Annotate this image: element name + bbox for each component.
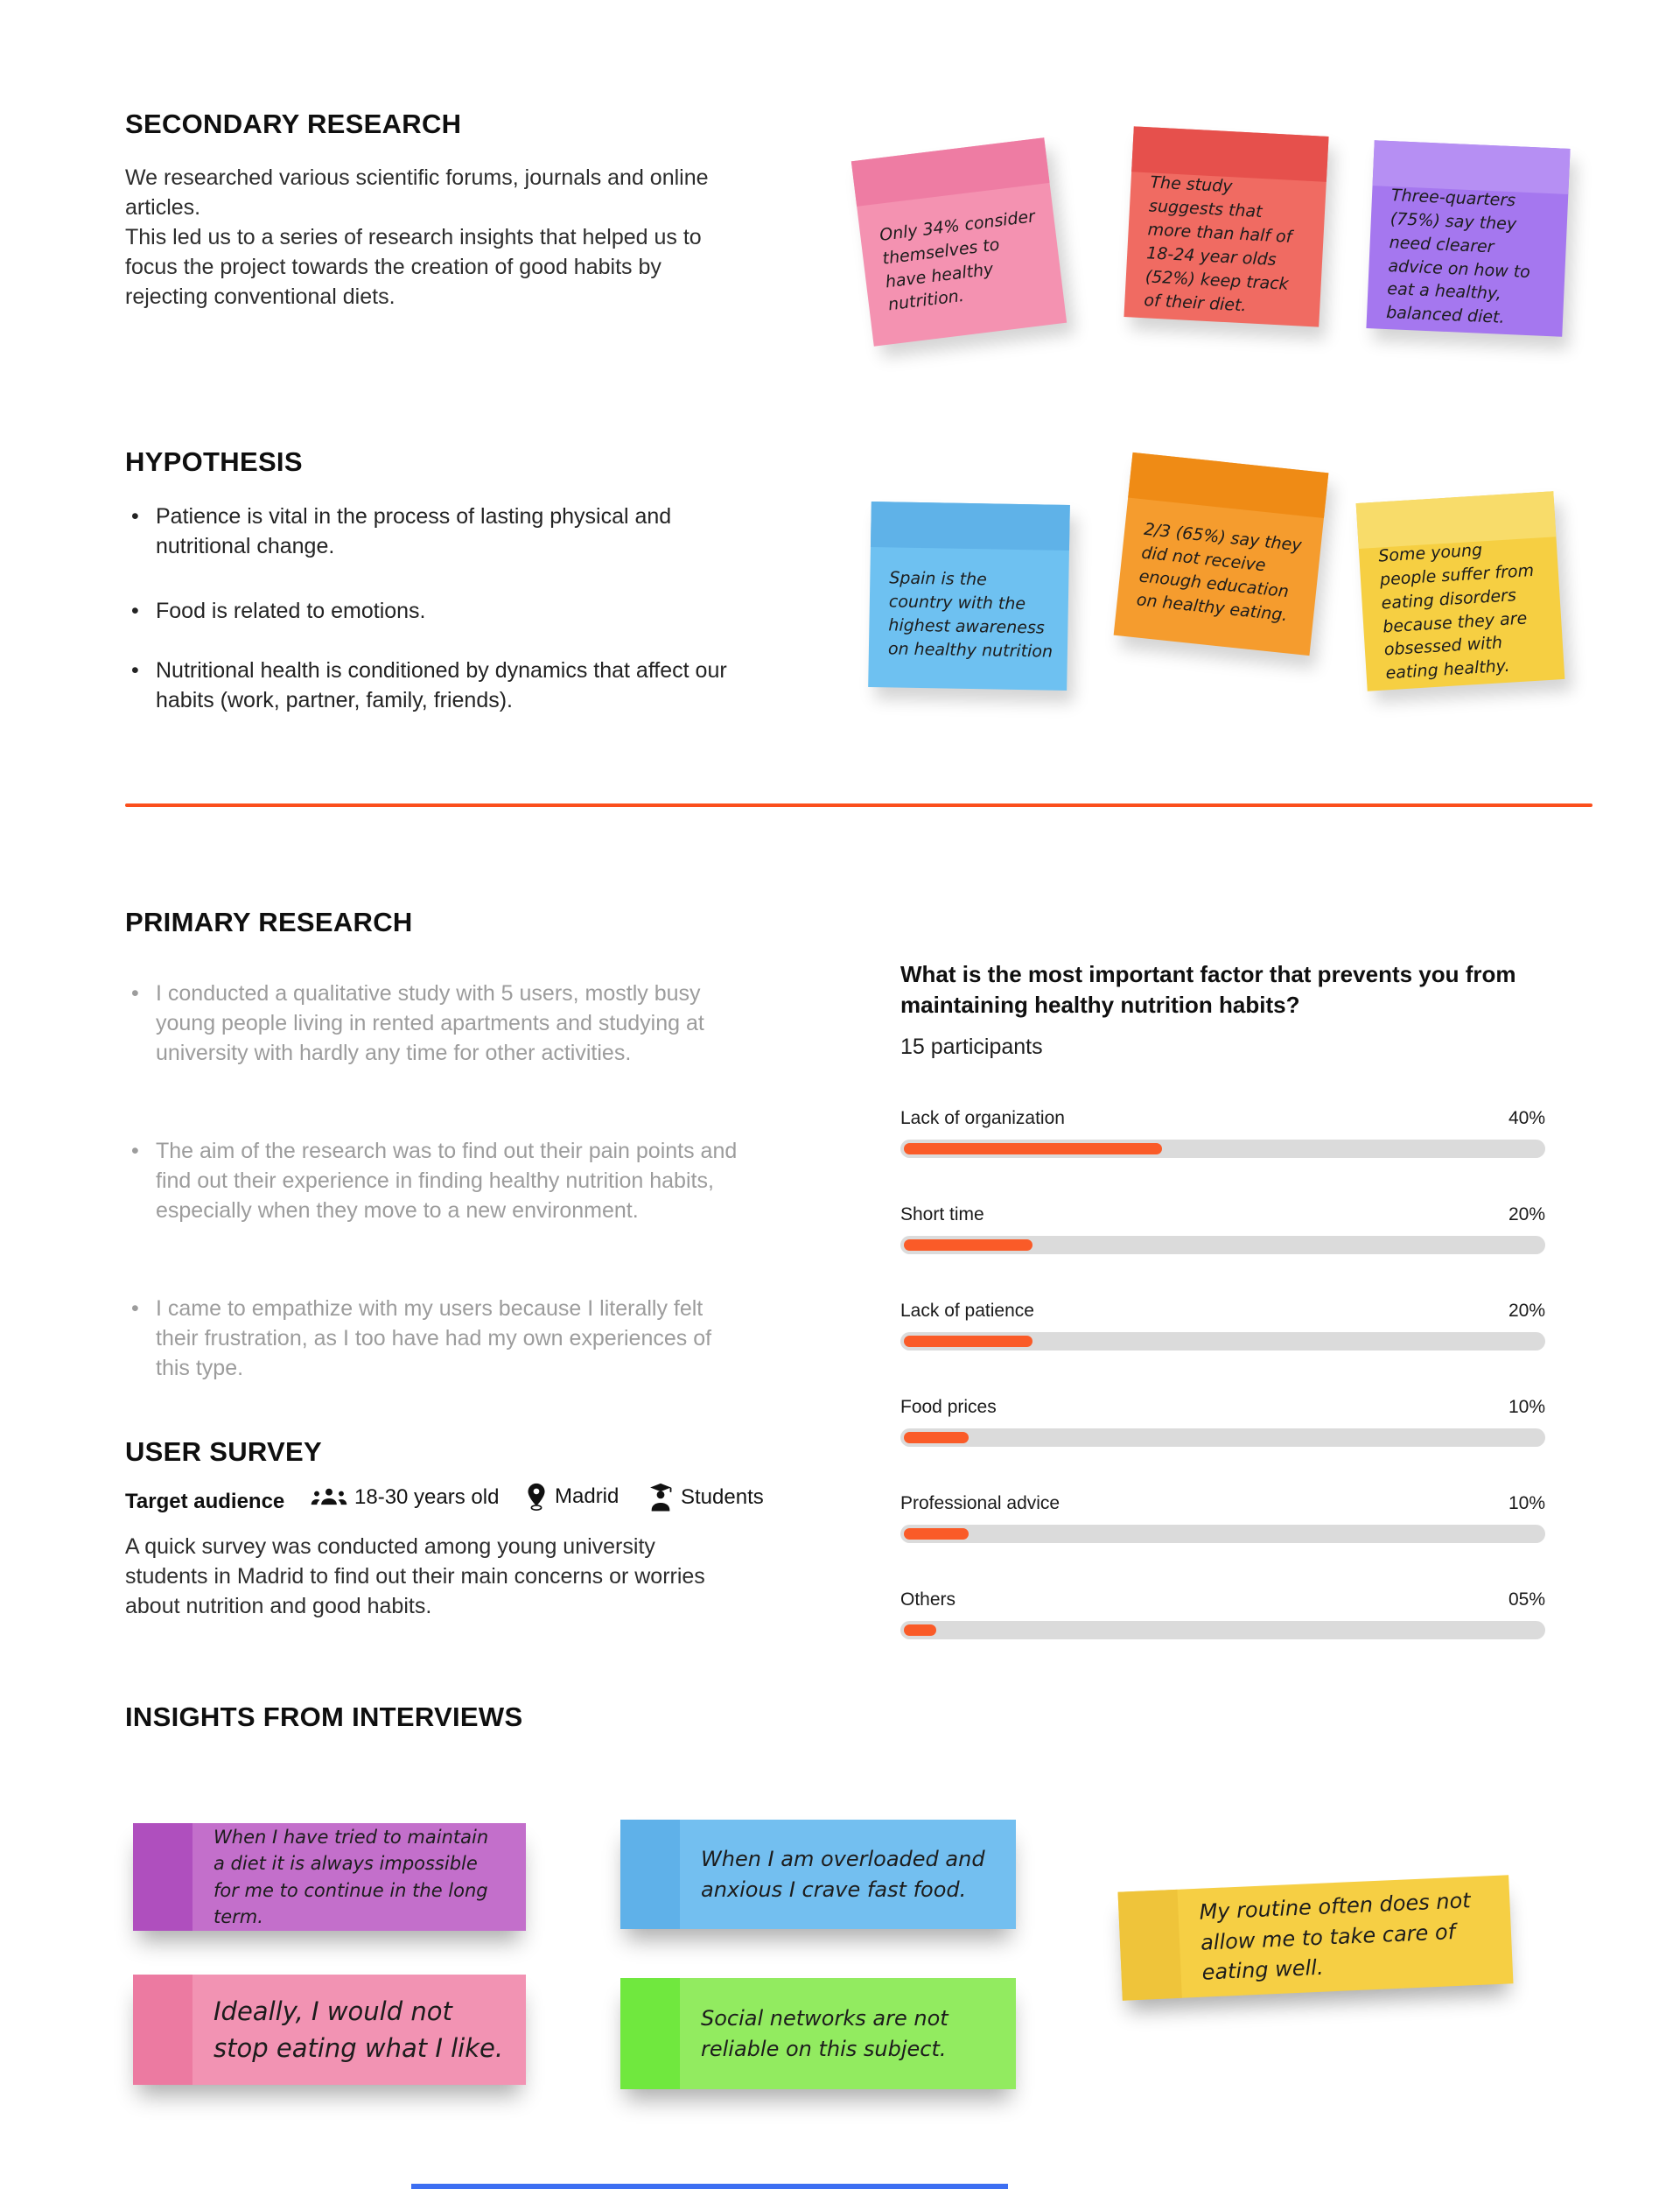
chart-category-label: Lack of organization bbox=[900, 1108, 1065, 1128]
sticky-note-text: The study suggests that more than half of 18-24 year olds (52%) keep track of their diet. bbox=[1143, 172, 1292, 316]
bar-track bbox=[900, 1621, 1545, 1639]
sticky-note-text: When I am overloaded and anxious I crave fast food. bbox=[701, 1846, 985, 1902]
chart-category-label: Lack of patience bbox=[900, 1301, 1034, 1321]
insight-note-blue bbox=[620, 1820, 1016, 1929]
sticky-note-red bbox=[1124, 126, 1328, 326]
survey-chart-participants: 15 participants bbox=[900, 1035, 1043, 1059]
audience-location-text: Madrid bbox=[555, 1484, 620, 1508]
sticky-note-text: Only 34% consider themselves to have healthy nutrition. bbox=[878, 206, 1037, 315]
insight-note-pink bbox=[133, 1975, 526, 2085]
sticky-note-orange bbox=[1114, 453, 1329, 656]
target-audience-label: Target audience bbox=[125, 1490, 285, 1513]
user-survey-paragraph: A quick survey was conducted among young university students in Madrid to find out their main concerns or worries about nutrition and good habits. bbox=[125, 1534, 705, 1618]
chart-category-label: Professional advice bbox=[900, 1493, 1060, 1513]
primary-research-bullet: • I came to empathize with my users because I literally felt their frustration, as I too have had my own experiences of this type. bbox=[131, 1294, 744, 1383]
next-section-top-edge bbox=[411, 2184, 1008, 2189]
bar-track bbox=[900, 1236, 1545, 1254]
chart-category-label: Short time bbox=[900, 1204, 984, 1224]
audience-item-age bbox=[311, 1484, 499, 1511]
insight-note-green bbox=[620, 1978, 1016, 2089]
primary-research-title: PRIMARY RESEARCH bbox=[125, 907, 413, 937]
people-group-icon bbox=[311, 1484, 347, 1511]
chart-value-label: 05% bbox=[1508, 1589, 1545, 1610]
sticky-note-blue bbox=[868, 502, 1070, 691]
bar-track bbox=[900, 1428, 1545, 1447]
sticky-note-text: My routine often does not allow me to take care of eating well. bbox=[1198, 1888, 1472, 1986]
secondary-research-paragraph-2: This led us to a series of research insights that helped us to focus the project towards the creation of good habits by rejecting conventional diets. bbox=[125, 225, 702, 309]
sticky-note-yellow bbox=[1356, 491, 1565, 691]
sticky-note-text: Some young people suffer from eating disorders because they are obsessed with eating healthy. bbox=[1377, 539, 1535, 684]
sticky-note-text: Social networks are not reliable on this subject. bbox=[701, 2005, 948, 2061]
student-icon bbox=[648, 1483, 674, 1512]
sticky-note-text: Three-quarters (75%) say they need clearer advice on how to eat a healthy, balanced diet. bbox=[1385, 185, 1531, 328]
hypothesis-title: HYPOTHESIS bbox=[125, 446, 303, 477]
chart-value-label: 10% bbox=[1508, 1493, 1545, 1513]
bar-fill bbox=[904, 1239, 1032, 1251]
sticky-note-text: 2/3 (65%) say they did not receive enough education on healthy eating. bbox=[1135, 519, 1303, 626]
bar-track bbox=[900, 1332, 1545, 1351]
location-pin-icon bbox=[525, 1482, 548, 1512]
bar-fill bbox=[904, 1143, 1162, 1154]
primary-research-bullet: • The aim of the research was to find out their pain points and find out their experience in finding healthy nutrition habits, especially when they move to a new environment. bbox=[131, 1136, 744, 1225]
bar-fill bbox=[904, 1432, 969, 1443]
audience-students-text: Students bbox=[681, 1484, 764, 1509]
audience-item-location bbox=[525, 1482, 619, 1512]
user-survey-title: USER SURVEY bbox=[125, 1436, 322, 1467]
insight-note-yellow bbox=[1118, 1875, 1514, 2000]
chart-category-label: Food prices bbox=[900, 1397, 997, 1417]
sticky-note-purple bbox=[1366, 140, 1570, 337]
hypothesis-bullet: • Food is related to emotions. bbox=[131, 596, 735, 626]
section-divider bbox=[125, 803, 1592, 807]
sticky-note-text: When I have tried to maintain a diet it is always impossible for me to continue in the long term. bbox=[214, 1826, 489, 1927]
hypothesis-bullet: • Nutritional health is conditioned by dynamics that affect our habits (work, partner, family, friends). bbox=[131, 656, 735, 715]
chart-value-label: 10% bbox=[1508, 1397, 1545, 1417]
sticky-note-pink bbox=[851, 137, 1067, 346]
chart-value-label: 20% bbox=[1508, 1301, 1545, 1321]
audience-item-students bbox=[648, 1483, 764, 1512]
hypothesis-bullet: • Patience is vital in the process of lasting physical and nutritional change. bbox=[131, 502, 735, 561]
bar-fill bbox=[904, 1624, 936, 1636]
survey-chart-title: What is the most important factor that prevents you from maintaining healthy nutrition habits? bbox=[900, 961, 1516, 1018]
chart-value-label: 20% bbox=[1508, 1204, 1545, 1224]
bar-fill bbox=[904, 1336, 1032, 1347]
chart-category-label: Others bbox=[900, 1589, 956, 1610]
secondary-research-title: SECONDARY RESEARCH bbox=[125, 109, 462, 139]
survey-chart bbox=[900, 959, 1545, 1659]
primary-research-bullet: • I conducted a qualitative study with 5 users, mostly busy young people living in rented apartments and studying at university with hardly any time for other activities. bbox=[131, 979, 744, 1068]
bar-track bbox=[900, 1140, 1545, 1158]
bar-fill bbox=[904, 1528, 969, 1540]
insight-note-purple bbox=[133, 1823, 526, 1931]
chart-value-label: 40% bbox=[1508, 1108, 1545, 1128]
insights-title: INSIGHTS FROM INTERVIEWS bbox=[125, 1701, 523, 1732]
sticky-note-text: Ideally, I would not stop eating what I like. bbox=[214, 1996, 504, 2063]
audience-age-text: 18-30 years old bbox=[354, 1485, 500, 1509]
secondary-research-paragraph-1: We researched various scientific forums, journals and online articles. bbox=[125, 165, 709, 220]
bar-track bbox=[900, 1525, 1545, 1543]
sticky-note-text: Spain is the country with the highest awareness on healthy nutrition bbox=[887, 568, 1054, 662]
